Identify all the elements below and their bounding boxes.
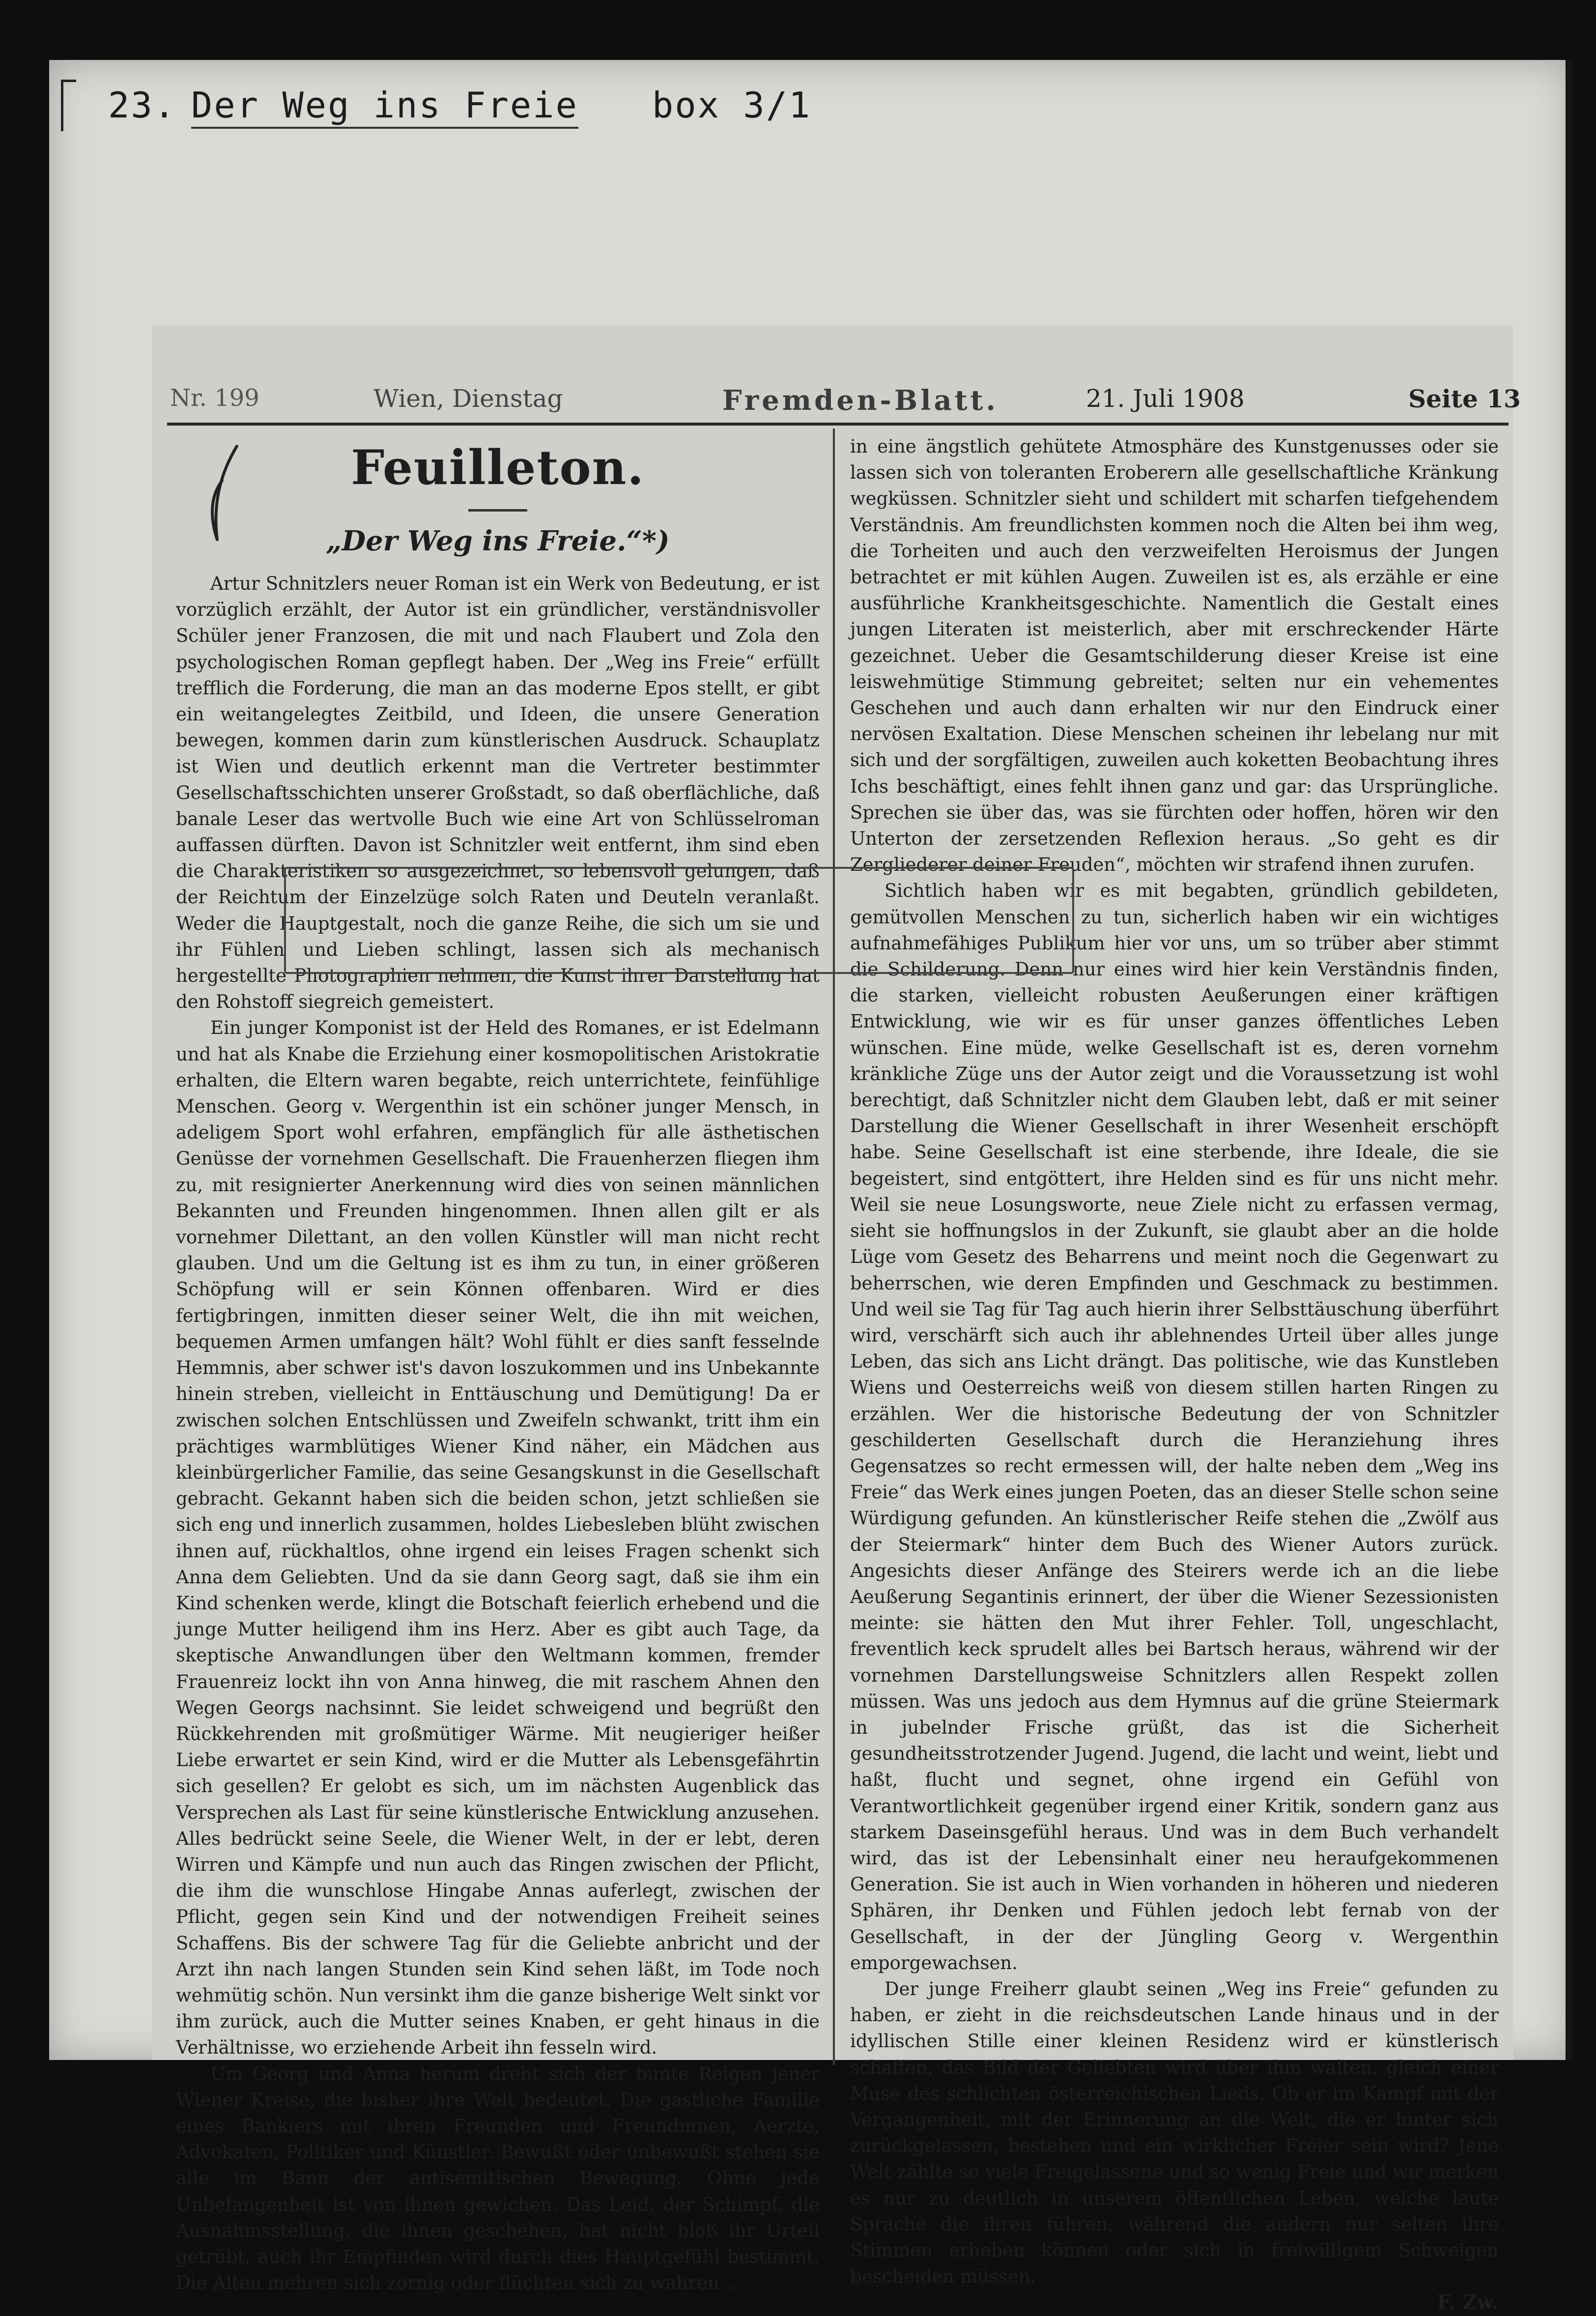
- paragraph: in eine ängstlich gehütete Atmosphäre des Kunstgenusses oder sie lassen sich von toleranten Eroberern alle gesellschaftliche Kränkung wegküssen. Schnitzler sieht und schildert mit scharfen tiefgehendem Verständnis. Am freundlichsten kommen noch die Alten bei ihm weg, die Torheiten und auch den verzweifelten Heroismus der Jungen betrachtet er mit kühlen Augen. Zuweilen ist es, als erzähle er eine ausführliche Krankheitsgeschichte. Namentlich die Gestalt eines jungen Literaten ist meisterlich, aber mit erschreckender Härte gezeichnet. Ueber die Gesamtschilderung dieser Kreise ist eine leiswehmütige Stimmung gebreitet; selten nur ein vehementes Geschehen und auch dann erhalten wir nur den Eindruck einer nervösen Exaltation. Diese Menschen scheinen ihr lebelang nur mit sich und der sorgfältigen, zuweilen auch koketten Beobachtung ihres Ichs beschäftigt, eines fehlt ihnen ganz und gar: das Ursprüngliche. Sprechen sie über das, was sie fürchten oder hoffen, hören wir den Unterton der zersetzenden Reflexion heraus. „So geht es dir Zergliederer deiner Freuden“, möchten wir strafend ihnen zurufen.: [850, 436, 1499, 876]
- right-column: [850, 433, 1499, 2316]
- issue-number: Nr. 199: [170, 384, 259, 412]
- archive-number: 23.: [108, 85, 177, 126]
- paragraph: Sichtlich haben wir es mit begabten, gründlich gebildeten, gemütvollen Menschen zu tun, sicherlich haben wir ein wichtiges aufnahmefähiges Publikum hier vor uns, um so trüber aber stimmt die Schilderung. Denn nur eines wird hier kein Verständnis finden, die starken, vielleicht robusten Aeußerungen einer kräftigen Entwicklung, wie wir es für unser ganzes öffentliches Leben wünschen. Eine müde, welke Gesellschaft ist es, deren vornehm kränkliche Züge uns der Autor zeigt und die Voraussetzung ist wohl berechtigt, daß Schnitzler nicht dem Glauben lebt, daß er mit seiner Darstellung die Wiener Gesellschaft in ihrer Wesenheit erschöpft habe. Seine Gesellschaft ist eine sterbende, ihre Ideale, die sie begeistert, sind entgöttert, ihre Helden sind es für uns nicht mehr. Weil sie neue Losungsworte, neue Ziele nicht zu erfassen vermag, sieht sie hoffnungslos in der Zukunft, sie glaubt aber an die holde Lüge vom Gesetz des Beharrens und meint noch die Gegenwart zu beherrschen, wie deren Empfinden und Geschmack zu bestimmen. Und weil sie Tag für Tag auch hierin ihrer Selbsttäuschung überführt wird, verschärft sich auch ihr ablehnendes Urteil über alles junge Leben, das sich ans Licht drängt. Das politische, wie das Kunstleben Wiens und Oesterreichs weiß von diesem stillen harten Ringen zu erzählen. Wer die historische Bedeutung der von Schnitzler geschilderten Gesellschaft durch die Heranziehung ihres Gegensatzes so recht ermessen will, der halte neben dem „Weg ins Freie“ das Werk eines jungen Poeten, das an dieser Stelle schon seine Würdigung gefunden. An künstlerischer Reife stehen die „Zwölf aus der Steiermark“ hinter dem Buch des Wiener Autors zurück. Angesichts dieser Anfänge des Steirers werde ich an die liebe Aeußerung Segantinis erinnert, der über die Wiener Sezessionisten meinte: sie hätten den Mut ihrer Fehler. Toll, ungeschlacht, freventlich keck sprudelt alles bei Bartsch heraus, während wir der vornehmen Darstellungsweise Schnitzlers allen Respekt zollen müssen. Was uns jedoch aus dem Hymnus auf die grüne Steiermark in jubelnder Frische grüßt, das ist die Sicherheit gesundheitsstrotzender Jugend. Jugend, die lacht und weint, liebt und haßt, flucht und segnet, ohne irgend ein Gefühl von Verantwortlichkeit gegenüber irgend einer Kritik, sondern ganz aus starkem Daseinsgefühl heraus. Und was in dem Buch verhandelt wird, das ist der Lebensinhalt einer neu heraufgekommenen Generation. Sie ist auch in Wien vorhanden in höheren und niederen Sphären, ihr Denken und Fühlen jedoch lebt fernab von der Gesellschaft, in der der Jüngling Georg v. Wergenthin emporgewachsen.: [850, 880, 1499, 1973]
- newspaper-name: Fremden-Blatt.: [722, 384, 999, 417]
- masthead: [152, 384, 1521, 424]
- newspaper-clipping: [152, 325, 1521, 2315]
- issue-place: Wien, Dienstag: [373, 384, 563, 413]
- section-title: Feuilleton.: [351, 440, 645, 495]
- paragraph: Artur Schnitzlers neuer Roman ist ein Werk von Bedeutung, er ist vorzüglich erzählt, der Autor ist ein gründlicher, verständnisvoller Schüler jener Franzosen, die mit und nach Flaubert und Zola den psychologischen Roman gepflegt haben. Der „Weg ins Freie“ erfüllt trefflich die Forderung, die man an das moderne Epos stellt, er gibt ein weitangelegtes Zeitbild, und Ideen, die unsere Generation bewegen, kommen darin zum künstlerischen Ausdruck. Schauplatz ist Wien und deutlich erkennt man die Vertreter bestimmter Gesellschaftsschichten unserer Großstadt, so daß oberflächliche, daß banale Leser das wertvolle Buch wie eine Art von Schlüsselroman auffassen dürften. Davon ist Schnitzler weit entfernt, ihm sind eben die Charakteristiken so ausgezeichnet, so lebensvoll gelungen, daß der Reichtum der Einzelzüge solch Raten und Deuteln veranlaßt. Weder die Hauptgestalt, noch die ganze Reihe, die sich um sie und ihr Fühlen und Lieben schlingt, lassen sich als mechanisch hergestellte Photographien nehmen, die Kunst ihrer Darstellung hat den Rohstoff siegreich gemeistert.: [176, 573, 820, 1013]
- page-number: Seite 13: [1408, 384, 1521, 413]
- author-signature: F. Zw.: [1437, 2291, 1499, 2315]
- masthead-rule: [167, 423, 1509, 426]
- archive-title: Der Weg ins Freie: [191, 85, 578, 129]
- paragraph: Um Georg und Anna herum dreht sich der bunte Reigen jener Wiener Kreise, die bisher ihre Welt bedeutet. Die gastliche Familie eines Bankiers mit ihren Freunden und Freundinnen, Aerzte, Advokaten, Politiker und Künstler. Bewußt oder unbewußt stehen sie alle im Bann der antisemitischen Bewegung. Ohne jede Unbefangenheit ist von ihnen gewichen. Das Leid, der Schimpf, die Ausnahmsstellung, die ihnen geschehen, hat nicht bloß ihr Urteil getrübt, auch ihr Empfinden wird durch dies Hauptgefühl bestimmt. Die Alten mehren sich zornig oder flüchten sich zu wahren …: [176, 2063, 820, 2294]
- article-title: „Der Weg ins Freie.“*): [326, 525, 670, 557]
- archive-box: box 3/1: [652, 85, 812, 126]
- archive-label: [108, 85, 811, 126]
- archive-sheet: [49, 60, 1572, 2315]
- column-divider: [833, 429, 835, 2065]
- section-title-rule: [468, 509, 527, 512]
- paragraph: Der junge Freiherr glaubt seinen „Weg ins Freie“ gefunden zu haben, er zieht in die reichsdeutschen Lande hinaus und in der idyllischen Stille einer kleinen Residenz wird er künstlerisch schaffen, das Bild der Geliebten wird über ihm walten, gleich einer Muse des schlichten österreichischen Lieds. Ob er im Kampf mit der Vergangenheit, mit der Erinnerung an die Welt, die er hinter sich zurückgelassen, bestehen und ein wirklicher Freier sein wird? Jene Welt zählte so viele Freigelassene und so wenig Freie und wir merken es nur zu deutlich in unserem öffentlichen Leben, welche laute Sprache die ihren führen, während die andern nur selten ihre Stimmen erheben können oder sich in freiwilligem Schweigen bescheiden müssen.: [850, 1978, 1499, 2287]
- left-column: [176, 433, 820, 2296]
- paragraph: Ein junger Komponist ist der Held des Romanes, er ist Edelmann und hat als Knabe die Erziehung einer kosmopolitischen Aristokratie erhalten, die Eltern waren begabte, reich unterrichtete, feinfühlige Menschen. Georg v. Wergenthin ist ein schöner junger Mensch, in adeligem Sport wohl erfahren, empfänglich für alle ästhetischen Genüsse der vornehmen Gesellschaft. Die Frauenherzen fliegen ihm zu, mit resignierter Anerkennung wird dies von seinen männlichen Bekannten und Freunden hingenommen. Ihnen allen gilt er als vornehmer Dilettant, an den vollen Künstler will man nicht recht glauben. Und um die Geltung ist es ihm zu tun, in einer größeren Schöpfung will er sein Können offenbaren. Wird er dies fertigbringen, inmitten dieser seiner Welt, die ihn mit weichen, bequemen Armen umfangen hält? Wohl fühlt er dies sanft fesselnde Hemmnis, aber schwer ist's davon loszukommen und ins Unbekannte hinein streben, vielleicht in Enttäuschung und Demütigung! Da er zwischen solchen Entschlüssen und Zweifeln schwankt, tritt ihm ein prächtiges warmblütiges Wiener Kind näher, ein Mädchen aus kleinbürgerlicher Familie, das seine Gesangskunst in die Gesellschaft gebracht. Gekannt haben sich die beiden schon, jetzt schließen sie sich eng und innerlich zusammen, holdes Liebesleben blüht zwischen ihnen auf, rückhaltlos, ohne irgend ein leises Fragen schenkt sich Anna dem Geliebten. Und da sie dann Georg sagt, daß sie ihm ein Kind schenken werde, klingt die Botschaft feierlich erhebend und die junge Mutter heiligend ihm ins Herz. Aber es gibt auch Tage, da skeptische Anwandlungen über den Weltmann kommen, fremder Frauenreiz lockt ihn von Anna hinweg, die mit raschem Ahnen den Wegen Georgs nachsinnt. Sie leidet schweigend und begrüßt den Rückkehrenden mit großmütiger Wärme. Mit neugieriger heißer Liebe erwartet er sein Kind, wird er die Mutter als Lebensgefährtin sich gesellen? Er gelobt es sich, um im nächsten Augenblick das Versprechen als Last für seine künstlerische Entwicklung anzusehen. Alles bedrückt seine Seele, die Wiener Welt, in der er lebt, deren Wirren und Kämpfe und nun auch das Ringen zwischen der Pflicht, die ihm die wunschlose Hingabe Annas auferlegt, zwischen der Pflicht, gegen sein Kind und der notwendigen Freiheit seines Schaffens. Bis der schwere Tag für die Geliebte anbricht und der Arzt ihn nach langen Stunden sein Kind sehen läßt, im Tode noch wehmütig schön. Nun versinkt ihm die ganze bisherige Welt sinkt vor ihm zurück, auch die Mutter seines Knaben, er geht hinaus in die Verhältnisse, wo erziehende Arbeit ihn fesseln wird.: [176, 1017, 820, 2059]
- issue-date: 21. Juli 1908: [1086, 384, 1245, 413]
- sheet-edge: [1566, 60, 1572, 2060]
- corner-bracket-mark: [61, 80, 76, 131]
